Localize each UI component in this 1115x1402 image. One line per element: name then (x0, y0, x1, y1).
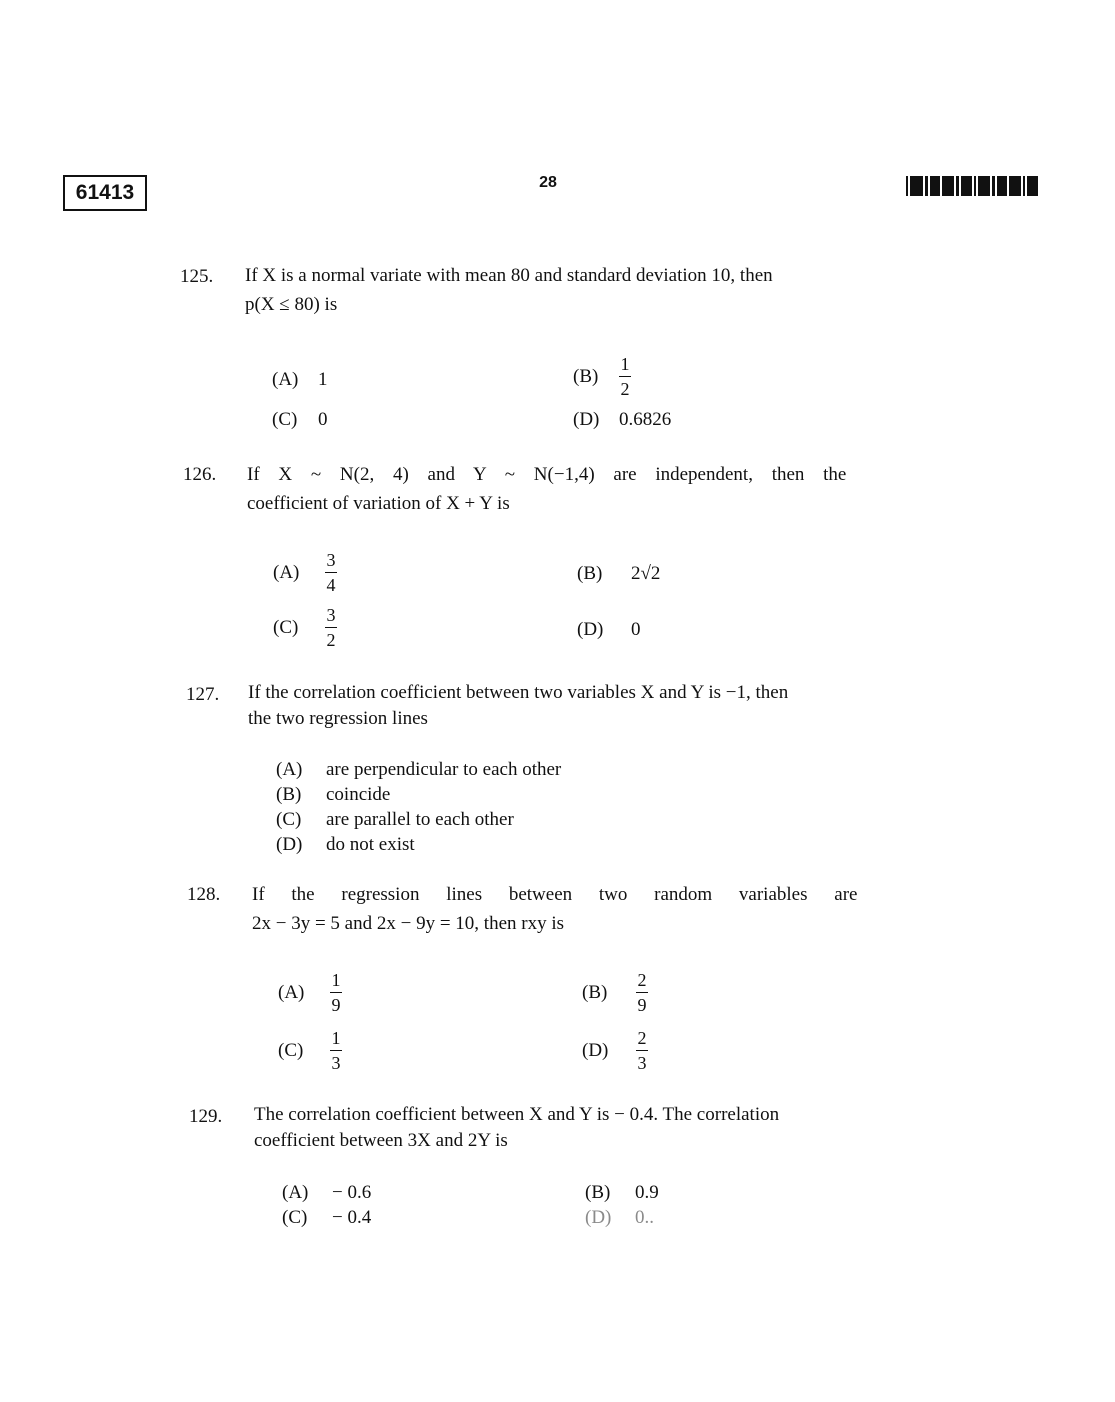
option-label: (C) (273, 616, 299, 638)
fraction-denominator: 2 (326, 630, 336, 650)
option-value: − 0.4 (332, 1207, 372, 1228)
question-line: The correlation coefficient between X and Y is − 0.4. The correlation (254, 1104, 780, 1125)
option-b (585, 1180, 659, 1205)
fraction-denominator: 2 (620, 379, 630, 399)
fraction-numerator: 3 (326, 605, 336, 625)
question-line: p(X ≤ 80) is (245, 294, 338, 315)
option-d (585, 1205, 654, 1230)
option-label: (A) (282, 1182, 309, 1203)
option-value: 1 (318, 369, 328, 390)
fraction-numerator: 2 (637, 1028, 647, 1048)
question-line: 2x − 3y = 5 and 2x − 9y = 10, then rxy is (252, 913, 565, 934)
option-c (282, 1205, 371, 1230)
option-d (573, 408, 671, 432)
option-a (273, 550, 337, 595)
barcode-icon (906, 176, 1038, 196)
fraction-numerator: 2 (637, 970, 647, 990)
option-c (273, 605, 337, 650)
option-label: (D) (577, 619, 604, 640)
fraction (619, 354, 631, 399)
question-number: 126. (183, 464, 217, 485)
option-label: (C) (276, 809, 302, 830)
fraction (330, 1028, 342, 1073)
fraction-denominator: 4 (326, 575, 336, 595)
option-value: 0.9 (635, 1182, 659, 1203)
option-d (577, 618, 641, 642)
option-label: (B) (585, 1182, 611, 1203)
fraction (330, 970, 342, 1015)
option-label: (D) (582, 1039, 609, 1061)
fraction-denominator: 3 (331, 1053, 341, 1073)
option-label: (B) (582, 981, 608, 1003)
option-value: 0.. (635, 1207, 654, 1228)
option-a (278, 970, 342, 1015)
option-c (278, 1028, 342, 1073)
fraction-numerator: 1 (331, 970, 341, 990)
question-line: If the regression lines between two random variables are (252, 884, 858, 905)
question-line: If X is a normal variate with mean 80 and standard deviation 10, then (245, 265, 773, 286)
question-text (252, 880, 875, 938)
option-label: (D) (585, 1207, 612, 1228)
question-text (247, 460, 872, 518)
option-d (276, 832, 415, 857)
fraction (325, 605, 337, 650)
option-c (276, 807, 514, 832)
question-line: coefficient between 3X and 2Y is (254, 1130, 508, 1151)
option-label: (A) (273, 561, 300, 583)
fraction-numerator: 1 (620, 354, 630, 374)
option-d (582, 1028, 648, 1073)
question-number: 127. (186, 684, 220, 705)
option-value: 2√2 (631, 563, 661, 584)
fraction (636, 1028, 648, 1073)
option-label: (A) (272, 369, 299, 390)
question-line: the two regression lines (248, 708, 428, 729)
question-text (248, 680, 878, 732)
page-number: 28 (539, 174, 557, 191)
question-text (254, 1102, 880, 1154)
option-label: (C) (278, 1039, 304, 1061)
option-label: (B) (276, 784, 302, 805)
paper-code-box: 61413 (63, 175, 147, 211)
option-value: are perpendicular to each other (326, 759, 562, 780)
option-value: − 0.6 (332, 1182, 372, 1203)
option-label: (C) (272, 409, 298, 430)
question-line: If X ~ N(2, 4) and Y ~ N(−1,4) are independent, then the (247, 464, 847, 485)
question-text (245, 261, 870, 319)
option-label: (D) (573, 409, 600, 430)
option-c (272, 408, 328, 432)
fraction-denominator: 9 (637, 995, 647, 1015)
option-value: 0.6826 (619, 409, 672, 430)
option-value: 0 (631, 619, 641, 640)
fraction (325, 550, 337, 595)
option-label: (B) (577, 563, 603, 584)
question-number: 128. (187, 884, 221, 905)
question-line: If the correlation coefficient between two variables X and Y is −1, then (248, 682, 789, 703)
option-label: (D) (276, 834, 303, 855)
option-a (272, 368, 328, 392)
option-a (276, 757, 561, 782)
fraction-denominator: 9 (331, 995, 341, 1015)
option-b (582, 970, 648, 1015)
option-label: (A) (278, 981, 305, 1003)
option-value: coincide (326, 784, 391, 805)
option-b (577, 562, 660, 586)
option-value: are parallel to each other (326, 809, 514, 830)
option-b (573, 354, 631, 399)
option-label: (A) (276, 759, 303, 780)
option-value: do not exist (326, 834, 415, 855)
question-number: 129. (189, 1106, 223, 1127)
question-line: coefficient of variation of X + Y is (247, 493, 510, 514)
option-label: (C) (282, 1207, 308, 1228)
fraction-denominator: 3 (637, 1053, 647, 1073)
option-b (276, 782, 390, 807)
option-value: 0 (318, 409, 328, 430)
question-number: 125. (180, 266, 214, 287)
option-a (282, 1180, 371, 1205)
fraction-numerator: 3 (326, 550, 336, 570)
option-label: (B) (573, 365, 599, 387)
fraction-numerator: 1 (331, 1028, 341, 1048)
fraction (636, 970, 648, 1015)
